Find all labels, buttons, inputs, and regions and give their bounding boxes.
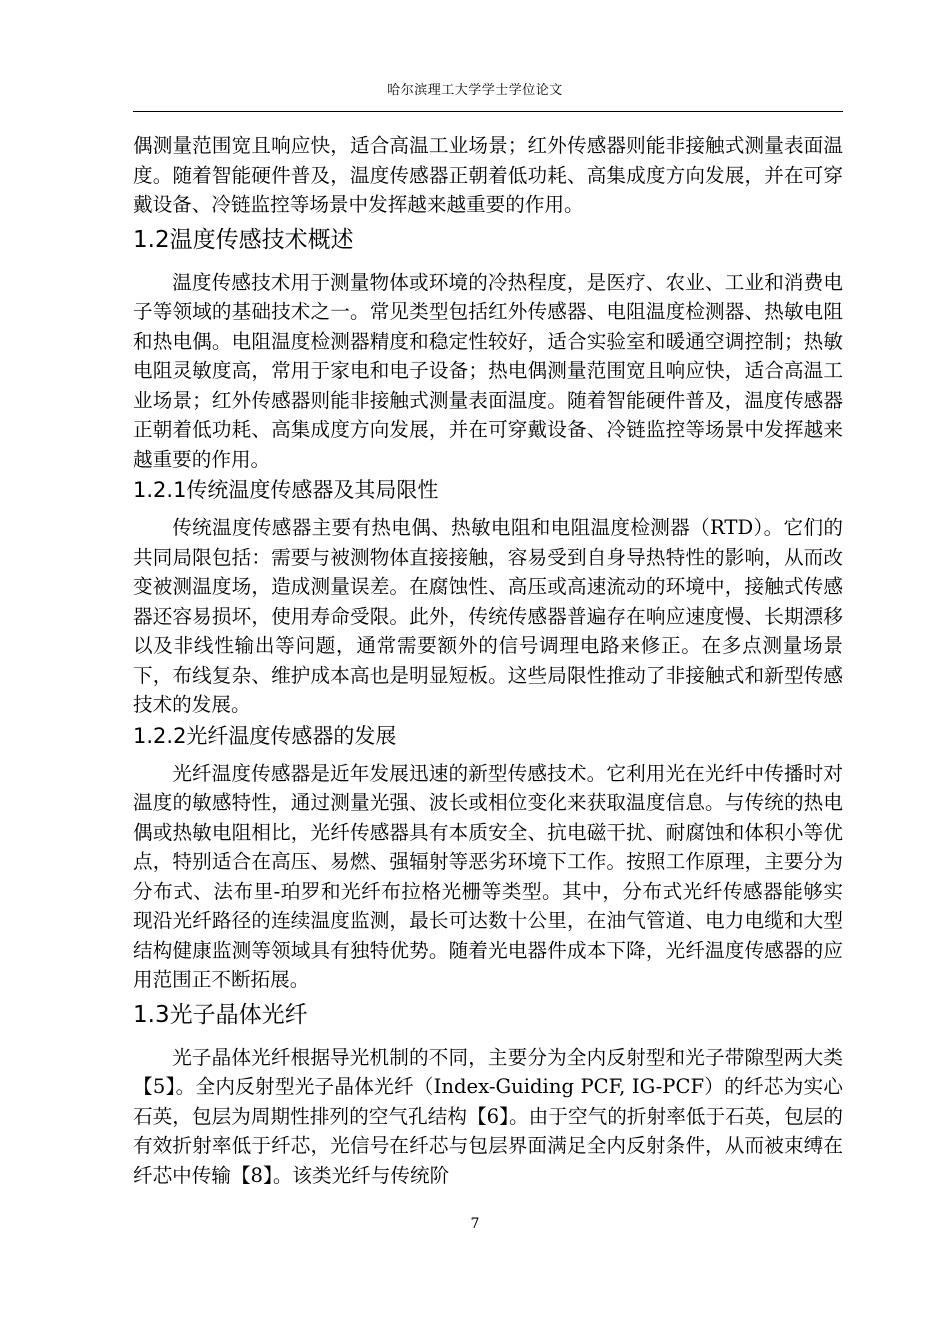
header-rule <box>133 111 843 112</box>
continued-paragraph: 偶测量范围宽且响应快，适合高温工业场景；红外传感器则能非接触式测量表面温度。随着智能硬件普及，温度传感器正朝着低功耗、高集成度方向发展，并在可穿戴设备、冷链监控等场景中发挥越来越重要的作用。 <box>133 134 843 216</box>
section-1-2-paragraph: 温度传感技术用于测量物体或环境的冷热程度，是医疗、农业、工业和消费电子等领域的基础技术之一。常见类型包括红外传感器、电阻温度检测器、热敏电阻和热电偶。电阻温度检测器精度和稳定性较好，适合实验室和暖通空调控制；热敏电阻灵敏度高，常用于家电和电子设备；热电偶测量范围宽且响应快，适合高温工业场景；红外传感器则能非接触式测量表面温度。随着智能硬件普及，温度传感器正朝着低功耗、高集成度方向发展，并在可穿戴设备、冷链监控等场景中发挥越来越重要的作用。 <box>133 270 843 471</box>
section-heading-1-3: 1.3光子晶体光纤 <box>133 1001 308 1028</box>
running-header: 哈尔滨理工大学学士学位论文 <box>387 83 563 98</box>
page-number: 7 <box>470 1216 480 1232</box>
page-body <box>133 131 843 1190</box>
section-1-3-paragraph: 光子晶体光纤根据导光机制的不同，主要分为全内反射型和光子带隙型两大类【5】。全内反射型光子晶体光纤（Index-Guiding PCF, IG-PCF）的纤芯为实心石英，包层为周期性排列的空气孔结构【6】。由于空气的折射率低于石英，包层的有效折射率低于纤芯，光信号在纤芯与包层界面满足全内反射条件，从而被束缚在纤芯中传输【8】。该类光纤与传统阶 <box>133 1045 843 1187</box>
subsection-1-2-1-paragraph: 传统温度传感器主要有热电偶、热敏电阻和电阻温度检测器（RTD）。它们的共同局限包括：需要与被测物体直接接触，容易受到自身导热特性的影响，从而改变被测温度场，造成测量误差。在腐蚀性、高压或高速流动的环境中，接触式传感器还容易损坏，使用寿命受限。此外，传统传感器普遍存在响应速度慢、长期漂移以及非线性输出等问题，通常需要额外的信号调理电路来修正。在多点测量场景下，布线复杂、维护成本高也是明显短板。这些局限性推动了非接触式和新型传感技术的发展。 <box>133 516 843 716</box>
subsection-heading-1-2-1: 1.2.1传统温度传感器及其局限性 <box>133 478 439 502</box>
subsection-heading-1-2-2: 1.2.2光纤温度传感器的发展 <box>133 723 397 748</box>
subsection-1-2-2-paragraph: 光纤温度传感器是近年发展迅速的新型传感技术。它利用光在光纤中传播时对温度的敏感特性，通过测量光强、波长或相位变化来获取温度信息。与传统的热电偶或热敏电阻相比，光纤传感器具有本质安全、抗电磁干扰、耐腐蚀和体积小等优点，特别适合在高压、易燃、强辐射等恶劣环境下工作。按照工作原理，主要分为分布式、法布里-珀罗和光纤布拉格光栅等类型。其中，分布式光纤传感器能够实现沿光纤路径的连续温度监测，最长可达数十公里，在油气管道、电力电缆和大型结构健康监测等领域具有独特优势。随着光电器件成本下降，光纤温度传感器的应用范围正不断拓展。 <box>133 761 843 991</box>
section-heading-1-2: 1.2温度传感技术概述 <box>133 226 354 253</box>
